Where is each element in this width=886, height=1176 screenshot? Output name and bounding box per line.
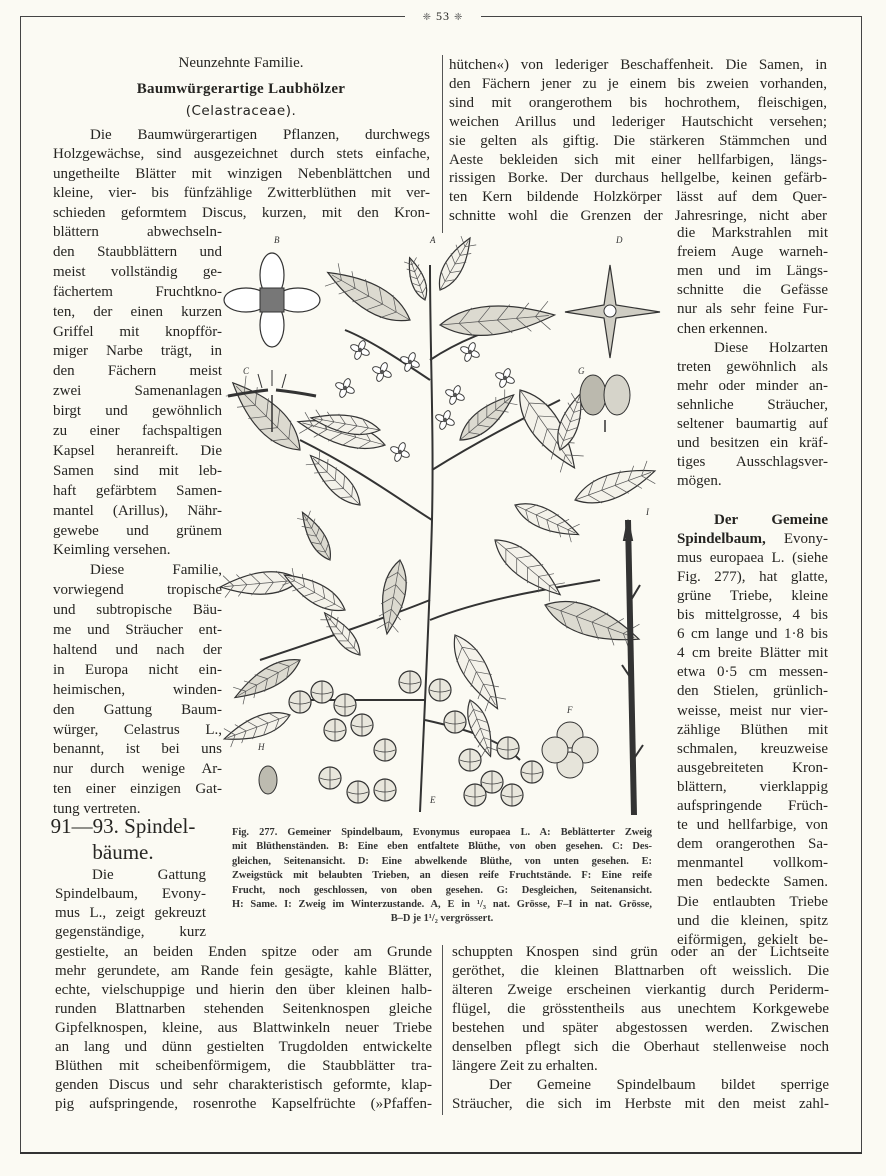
text-line: dem orangerothen Sa- [677, 836, 828, 853]
flower-center [443, 418, 447, 422]
text-line: Diese Familie, [90, 562, 222, 579]
figure-label-b: B [274, 235, 280, 245]
text-line: bis mittelgrosse, 4 bis [677, 607, 828, 623]
text-line: Spindelbaum, Evony- [55, 886, 206, 902]
text-line: weisse, meist nur vier- [677, 702, 828, 719]
text-line: treten gewöhnlich als [677, 358, 828, 375]
text-line: grüne Triebe, kleine [677, 587, 828, 604]
text-line: ten, der einen kurzen [53, 303, 222, 320]
caption-line: B–D je 1¹/₂ vergrössert. [390, 913, 494, 925]
text-line: Holzgewächse, sind ausgezeichnet durch stets einfache, [53, 146, 430, 163]
leaf [296, 509, 337, 564]
family-latin-name: (Celastraceae). [185, 103, 297, 119]
text-line: echte, vielschuppige und hierin den über kleinen halb- [55, 982, 432, 998]
text-line: Griffel mit knopfför- [53, 323, 222, 340]
text-line: blättern, vierklappig [677, 778, 828, 795]
text-line: mus L., zeigt gekreuzt [55, 905, 206, 921]
text-line: schuppten Knospen sind grün oder an der Lichtseite [452, 944, 829, 960]
text-line: denselben pflegt sich die Oberhaut stellenweise noch [452, 1039, 829, 1055]
caption-line: Frucht, noch geschlossen, von oben gesehen. G: Desgleichen, Seitenansicht. [232, 884, 652, 896]
text-line: würger, Celastrus L., [53, 721, 222, 738]
text-line: heimischen, winden- [53, 681, 222, 698]
leaf [571, 460, 659, 512]
leaf [223, 373, 310, 460]
text-line: vorwiegend tropische [53, 582, 222, 599]
fruit-g-lobe [604, 375, 630, 415]
text-line: in Europa nicht ein- [53, 661, 222, 678]
text-line: mögen. [677, 473, 722, 490]
text-line: und besitzen ein kräf- [677, 435, 828, 452]
figure-label-i: I [646, 507, 649, 517]
text-line: Die Gattung [92, 867, 206, 883]
text-line: sie gelten als giftig. Die stärkeren Stämmchen und [449, 132, 827, 149]
text-line: mus europaea L. (siehe [677, 549, 828, 566]
text-line: nur als sehr feine Fur- [677, 301, 828, 318]
text-line: blättern abwechseln- [53, 224, 222, 240]
flower-center [343, 386, 347, 390]
text-line: sind mit orangerothem bis hochrothem, fleischigen, [449, 94, 827, 111]
text-line: mantel (Arillus), Nähr- [53, 502, 222, 519]
text-line: etwa 0·5 cm messen- [677, 664, 828, 681]
bold-term: Spindelbaum, [677, 530, 766, 547]
text-line: die Markstrahlen mit [677, 225, 828, 241]
leaf [319, 608, 366, 660]
text-line: den Staubblättern und [53, 243, 222, 260]
text-line-rest: Evony- [765, 530, 828, 547]
leaf [321, 261, 416, 331]
text-line: hütchen«) von lederiger Beschaffenheit. Die Samen, in [449, 57, 827, 73]
text-line: Samen sind mit leb- [53, 462, 222, 479]
text-line: ungetheilte Blätter mit winzigen Nebenblättchen und [53, 165, 430, 182]
text-line: tiges Ausschlagsver- [677, 454, 828, 471]
flower-center [380, 370, 384, 374]
figure-label-e: E [430, 795, 436, 805]
flower-center [453, 393, 457, 397]
text-line: an lang und dünn gestielten Trugdolden entwickelte [55, 1039, 432, 1055]
leaf [403, 255, 431, 302]
text-line: aufspringende Früch- [677, 798, 828, 814]
text-line: runden Blattnarben stehenden Seitenknospen gleiche [55, 1001, 432, 1017]
text-line: ten einer einzigen Gat- [53, 781, 222, 798]
text-line: zwei Samenanlagen [53, 383, 222, 400]
figure-label-f: F [567, 705, 573, 715]
text-line: Fig. 277), hat glatte, [677, 568, 828, 585]
flower-c-stamens [258, 370, 286, 388]
text-line: ten Kern bildende Holzkörper lässt auf dem Quer- [449, 189, 827, 206]
family-title: Baumwürgerartige Laubhölzer [136, 81, 346, 97]
caption-line: H: Same. I: Zweig im Winterzustande. A, E in ¹/₃ nat. Grösse, F–I in nat. Grösse, [232, 899, 652, 910]
figure-label-g: G [578, 366, 585, 376]
text-line: sehnliche Sträucher, [677, 396, 828, 413]
text-line: mehr gerundete, am Rande fein gesägte, kahle Blätter, [55, 963, 432, 979]
text-line: den Fächern meist [53, 363, 222, 380]
text-line: mehr oder minder an- [677, 377, 828, 394]
text-line: zu einer fachspaltigen [53, 423, 222, 439]
text-line: schmalen, kreuzweise [677, 740, 828, 757]
winter-twig-i [628, 520, 634, 815]
text-line: men und im Längs- [677, 263, 828, 280]
page-number: 53 [436, 9, 450, 23]
text-line: Der Gemeine Spindelbaum bildet sperrige [489, 1077, 829, 1093]
text-line: Die entlaubten Triebe [677, 893, 828, 910]
text-line: Die Baumwürgerartigen Pflanzen, durchwegs [90, 127, 430, 143]
text-line: bestehen und später abgestossen werden. Zwischen [452, 1020, 829, 1036]
text-line: 4 cm breite Blätter mit [677, 645, 828, 662]
leaf [279, 566, 350, 618]
text-line: Diese Holzarten [714, 339, 828, 356]
text-line: den Stielen, grünlich- [677, 683, 828, 700]
text-line: birgt und gewöhnlich [53, 403, 222, 420]
flower-center [358, 348, 362, 352]
section-heading-line-1: 91—93. Spindel- [50, 814, 196, 838]
text-line: gegenständige, kurz [55, 924, 206, 940]
text-line: Gipfelknospen, kleine, aus Blattwinkeln neuer Triebe [55, 1020, 432, 1036]
text-line: gestielte, an beiden Enden spitze oder am Grunde [55, 944, 432, 960]
text-line: geröthet, die kleinen Blattnarben oft weisslich. Die [452, 963, 829, 979]
ornament-left-icon: ❈ [422, 12, 432, 23]
text-line: kleine, vier- bis fünfzählige Zwitterblüthen mit ver- [53, 185, 430, 202]
text-line: pig aufspringende, rosenrothe Kapselfrüchte (»Pfaffen- [55, 1096, 432, 1112]
text-line: Kapsel heranreift. Die [53, 442, 222, 459]
flower-d-center [604, 305, 616, 317]
text-line: Sträucher, die sich im Herbste mit den meist zahl- [452, 1096, 829, 1112]
text-line: 6 cm lange und 1·8 bis [677, 626, 828, 643]
text-line: chen erkennen. [677, 320, 768, 337]
text-line: längere Zeit zu erhalten. [452, 1058, 598, 1074]
text-line: Blüthen mit scheibenförmigem, die Staubblätter tra- [55, 1058, 432, 1074]
text-line: haft gefärbtem Samen- [53, 482, 222, 499]
text-line: schnitte die Gefässe [677, 282, 828, 299]
caption-line: Fig. 277. Gemeiner Spindelbaum, Evonymus europaea L. A: Beblätterter Zweig [232, 827, 652, 838]
figure-label-d: D [616, 235, 623, 245]
text-line: flügel, die grösstentheils aus unechtem Korkgewebe [452, 1001, 829, 1017]
flower-center [398, 450, 402, 454]
text-line: menmantel vollkom- [677, 855, 828, 872]
leaf [511, 496, 583, 544]
text-line: schieden geformtem Discus, kurzen, mit den Kron- [53, 204, 430, 221]
flower-b-disc [260, 288, 284, 312]
text-line: Aeste bekleiden sich mit einer hellfarbigen, längs- [449, 151, 827, 168]
text-line: den Fächern jener zu je einem bis zweien vorhanden, [449, 75, 827, 92]
text-line: und subtropische Bäu- [53, 602, 222, 619]
text-line: weichen Arillus und lederiger Hautschicht versehen; [449, 113, 827, 130]
figure-label-h: H [258, 742, 265, 752]
text-line: Keimling versehen. [53, 542, 171, 559]
fruit-f-lobe [542, 737, 568, 763]
text-line: men bedeckte Samen. [677, 874, 828, 891]
section-heading-line-2: bäume. [92, 840, 154, 864]
text-line: Der Gemeine [714, 511, 828, 528]
flower-center [408, 360, 412, 364]
ornament-right-icon: ❈ [454, 12, 464, 23]
text-line: rissigen Borke. Der durchaus hellgelbe, keinen gefärb- [449, 170, 827, 187]
text-line: miger Narbe trägt, in [53, 343, 222, 360]
text-line: genden Discus und sehr charakteristisch geformte, klap- [55, 1077, 432, 1093]
leaf [376, 558, 411, 636]
text-line: fächertem Fruchtkno- [53, 283, 222, 300]
seed-h [259, 766, 277, 794]
text-line: ausgebreiteten Kron- [677, 759, 828, 776]
text-line: gewebe und grünem [53, 522, 222, 539]
text-line: den Gattung Baum- [53, 701, 222, 718]
figure-label-a: A [430, 235, 436, 245]
text-line: und die kleinen, spitz [677, 912, 828, 929]
text-line: me und Sträucher ent- [53, 622, 222, 638]
text-line: schnitte wohl die Grenzen der Jahresringe, nicht aber [449, 208, 827, 225]
caption-line: Zweigstück mit belaubten Trieben, an diesen reife Fruchtstände. F: Eine reife [232, 870, 652, 882]
text-line: te und hellfarbige, von [677, 817, 828, 834]
leaf [439, 301, 556, 340]
caption-line: gleichen, Seitenansicht. D: Eine abwelkende Blüthe, von unten gesehen. E: [232, 855, 652, 867]
leaf [432, 234, 477, 295]
flower-center [503, 376, 507, 380]
text-line: freiem Auge warneh- [677, 244, 828, 261]
caption-line: mit Blüthenständen. B: Eine eben entfaltete Blüthe, von oben gesehen. C: Des- [232, 841, 652, 853]
text-line: älteren Zweige erscheinen vierkantig durch Periderm- [452, 982, 829, 998]
text-line: tung vertreten. [53, 801, 141, 818]
figure-label-c: C [243, 366, 250, 376]
text-line: benannt, ist bei uns [53, 741, 222, 758]
text-line: nur durch wenige Ar- [53, 761, 222, 778]
text-line: meist vollständig ge- [53, 263, 222, 280]
fruit-g-lobe [580, 375, 606, 415]
text-line: haltend und nach der [53, 641, 222, 658]
stem [420, 265, 433, 812]
text-line: eiförmigen, gekielt be- [677, 931, 828, 948]
leaf [219, 569, 301, 598]
flower-center [468, 350, 472, 354]
text-line: zählige Blüthen mit [677, 721, 828, 738]
leaf [445, 629, 508, 715]
text-line: seltener baumartig auf [677, 416, 828, 432]
family-label: Neunzehnte Familie. [178, 55, 304, 71]
